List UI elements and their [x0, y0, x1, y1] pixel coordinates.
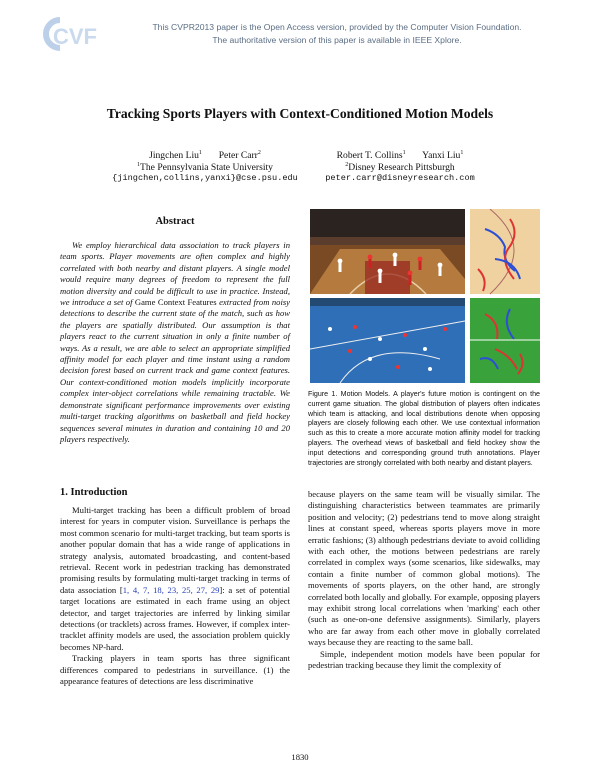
page-number: 1830	[291, 752, 309, 762]
affiliation-disney: Disney Research Pittsburgh	[348, 161, 455, 173]
figure-1	[310, 209, 540, 383]
intro-right-paragraph-1: because players on the same team will be visually similar. The distinguishing characteristics between teammates are primarily position and velocity; (2) pedestrians tend to move along straight lines at constant speed, whereas sports players move in more erratic fashions; (3) although pedestrians deviate to avoid colliding with each other, the motions between pedestrians are rarely correlated in complex ways (some scenarios, like sidewalks, may contain a finite number of common global motions). The movements of sports players, on the other hand, are strongly correlated both locally and globally. For example, opposing players may exhibit strong local correlations when 'marking' each other (such as one-on-one defensive assignments). Similarly, players who are far away from each other move in globally correlated ways because they are reacting to the same ball.	[308, 489, 540, 648]
author-peter: Peter Carr	[218, 150, 258, 161]
author-jingchen: Jingchen Liu	[149, 150, 199, 161]
abstract-body: We employ hierarchical data association to track players in team sports. Player movements are often complex and highly correlated with both nearby and distant players. A single model would require many degrees of freedom to represent the full motion diversity and could be difficult to use in practice. Instead, we introduce a set of Game Context Features extracted from noisy detections to describe the current state of the match, such as how the players are spatially distributed. Our assumption is that players react to the current situation in only a finite number of ways. As a result, we are able to select an appropriate simplified affinity model for each player and time instant using a random decision forest based on current track and game context features. Our context-conditioned motion models implicitly incorporate complex inter-object correlations while remaining tractable. We demonstrate significant performance improvements over existing multi-target tracking algorithms on basketball and field hockey sequences several minutes in duration and containing 10 and 20 players respectively.	[60, 240, 290, 444]
intro-right-column	[308, 489, 540, 672]
paper-title: Tracking Sports Players with Context-Conditioned Motion Models	[106, 106, 494, 121]
citations[interactable]: 1, 4, 7, 18, 23, 25, 27, 29	[122, 584, 220, 595]
author-robert: Robert T. Collins	[336, 150, 403, 161]
abstract-heading: Abstract	[155, 216, 195, 227]
hockey-overhead	[470, 298, 540, 383]
email-disney: peter.carr@disneyresearch.com	[325, 173, 475, 183]
cvf-logo	[38, 14, 100, 54]
email-psu: {jingchen,collins,yanxi}@cse.psu.edu	[112, 173, 298, 183]
notice-line-1: This CVPR2013 paper is the Open Access version, provided by the Computer Vision Foundation.	[152, 22, 522, 32]
basketball-overhead	[470, 209, 540, 294]
notice-line-2: The authoritative version of this paper is available in IEEE Xplore.	[212, 35, 462, 45]
intro-left-column: Multi-target tracking has been a difficult problem of broad interest for years in computer vision. Surveillance is perhaps the most common scenario for multi-target tracking, but team sports is another popular domain that has a wide range of applications in strategy analysis, automated broadcasting, and content-based retrieval. Recent work in pedestrian tracking has demonstrated promising results by formulating multi-target tracking in terms of data association [1, 4, 7, 18, 23, 25, 27, 29]: a set of potential target locations are estimated in each frame using an object detector, and target trajectories are inferred by linking similar detections (or tracklets) across frames. However, if complex inter-tracklet affinity models are used, the association problem quickly becomes NP-hard. Tracking players in team sports has three significant differences compared to pedestrians in surveillance. (1) the appearance features of detections are less discriminative	[60, 505, 290, 687]
figure-1-caption: Figure 1. Motion Models. A player's future motion is contingent on the current game situation. The global distribution of players often indicates which team is attacking, and local distributions denote when opposing players are closely following each other. We use contextual information such as this to create a more accurate motion affinity model for tracking players. The overhead views of basketball and field hockey show the input detections and corresponding ground truth annotations. Player trajectories are strongly correlated with both nearby and distant players.	[308, 390, 540, 467]
authors-right: Robert T. Collins$^1$ Yanxi Liu$^1$ $^2$Disney Research Pittsburgh peter.carr@disneyresearch.com	[300, 150, 500, 185]
intro-paragraph-2: Tracking players in team sports has three significant differences compared to pedestrians in surveillance. (1) the appearance features of detections are less discriminative	[60, 653, 290, 687]
hockey-photo	[310, 298, 465, 383]
author-yanxi: Yanxi Liu	[422, 150, 461, 161]
authors-left: Jingchen Liu$^1$ Peter Carr$^2$ $^1$The Pennsylvania State University {jingchen,collins,yanxi}@cse.psu.edu	[100, 150, 310, 185]
basketball-photo	[310, 209, 465, 294]
affiliation-psu: The Pennsylvania State University	[140, 161, 273, 173]
cvf-logo-text: CVF	[53, 24, 97, 49]
intro-right-paragraph-2: Simple, independent motion models have been popular for pedestrian tracking because they limit the complexity of	[308, 648, 540, 671]
section-heading-introduction: 1. Introduction	[60, 487, 128, 498]
open-access-notice	[112, 21, 562, 47]
